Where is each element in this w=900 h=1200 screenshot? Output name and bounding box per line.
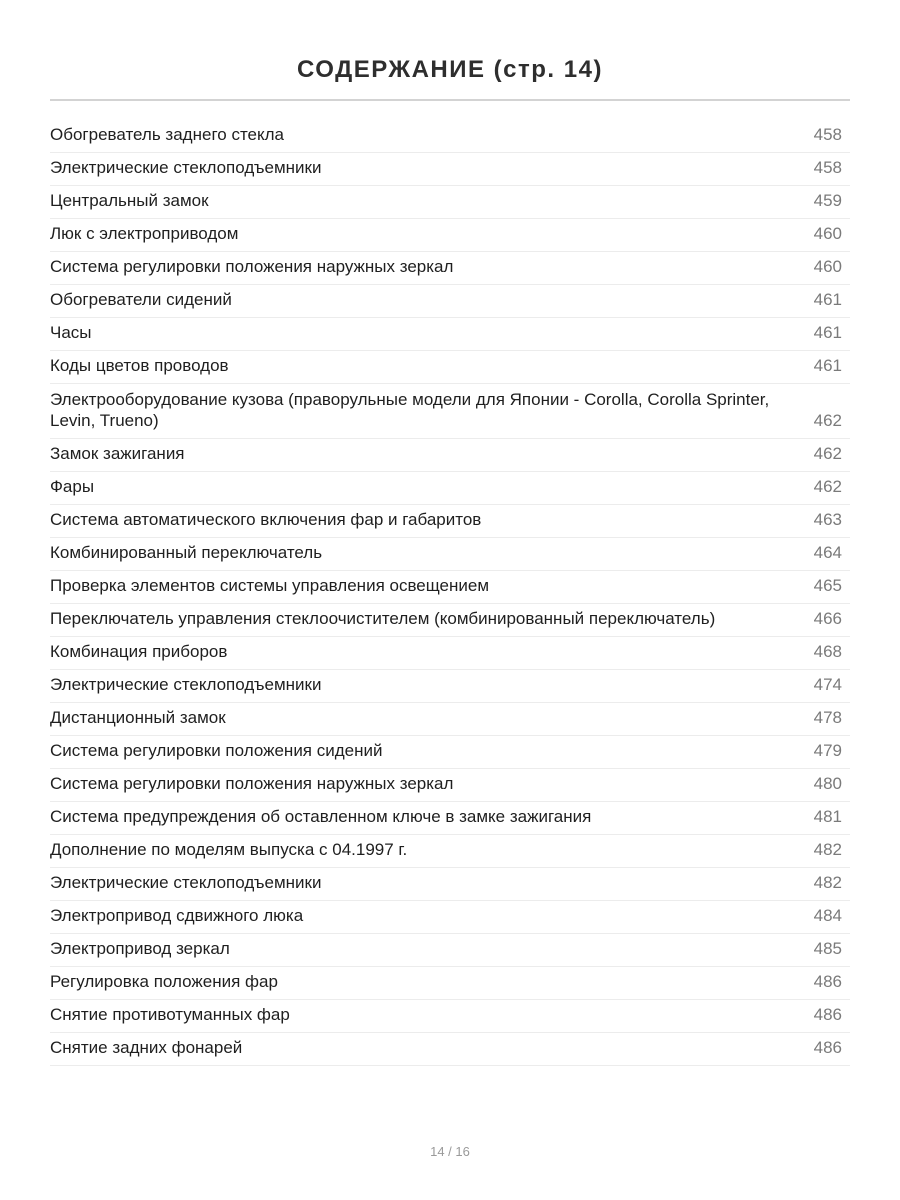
toc-page-number: 482 [813, 840, 842, 859]
toc-page-number: 486 [813, 1038, 842, 1057]
toc-entry-label: Люк с электроприводом [50, 224, 239, 243]
toc-entry-label: Электропривод зеркал [50, 939, 230, 958]
toc-page-number: 462 [813, 444, 842, 463]
toc-page-number: 486 [813, 1005, 842, 1024]
toc-page-number: 482 [813, 873, 842, 892]
toc-row[interactable] [50, 802, 850, 835]
toc-entry-label: Электрические стеклоподъемники [50, 873, 322, 892]
toc-row[interactable] [50, 571, 850, 604]
toc-page-number: 468 [813, 642, 842, 661]
toc-entry-label: Часы [50, 323, 92, 342]
toc-entry-label: Фары [50, 477, 95, 496]
toc-row[interactable] [50, 538, 850, 571]
toc-page-number: 484 [813, 906, 842, 925]
toc-entry-label: Обогреватель заднего стекла [50, 125, 284, 144]
toc-entry-label: Центральный замок [50, 191, 209, 210]
toc-page-number: 460 [813, 257, 842, 276]
toc-page-number: 462 [813, 411, 842, 430]
toc-page-number: 465 [813, 576, 842, 595]
toc-row[interactable] [50, 967, 850, 1000]
toc-page-number: 466 [813, 609, 842, 628]
toc-row[interactable] [50, 252, 850, 285]
toc-page-number: 464 [813, 543, 842, 562]
toc-row[interactable] [50, 934, 850, 967]
toc-entry-label: Дополнение по моделям выпуска с 04.1997 г. [50, 840, 408, 859]
toc-page-number: 485 [813, 939, 842, 958]
toc-entry-label: Замок зажигания [50, 444, 185, 463]
toc-page-number: 486 [813, 972, 842, 991]
toc-row[interactable] [50, 351, 850, 384]
toc-entry-label: Переключатель управления стеклоочистителем (комбинированный переключатель) [50, 609, 716, 628]
toc-entry-label: Снятие задних фонарей [50, 1038, 243, 1057]
toc-list [50, 120, 850, 1066]
toc-row[interactable] [50, 472, 850, 505]
toc-row[interactable] [50, 285, 850, 318]
toc-row[interactable] [50, 1033, 850, 1066]
toc-row[interactable] [50, 670, 850, 703]
page-indicator: 14 / 16 [430, 1144, 470, 1159]
toc-entry-label: Электрические стеклоподъемники [50, 675, 322, 694]
toc-row[interactable] [50, 901, 850, 934]
toc-entry-label: Система регулировки положения наружных зеркал [50, 257, 454, 276]
toc-page-number: 461 [813, 356, 842, 375]
toc-page-number: 480 [813, 774, 842, 793]
toc-entry-label: Электрические стеклоподъемники [50, 158, 322, 177]
title-divider [50, 99, 850, 101]
toc-page-number: 463 [813, 510, 842, 529]
toc-page-number: 462 [813, 477, 842, 496]
toc-entry-label: Дистанционный замок [50, 708, 226, 727]
toc-entry-label: Снятие противотуманных фар [50, 1005, 290, 1024]
toc-row[interactable] [50, 219, 850, 252]
toc-entry-label: Обогреватели сидений [50, 290, 232, 309]
toc-row[interactable] [50, 835, 850, 868]
toc-page-number: 478 [813, 708, 842, 727]
toc-entry-label: Комбинированный переключатель [50, 543, 323, 562]
toc-page-number: 458 [813, 125, 842, 144]
toc-page-number: 460 [813, 224, 842, 243]
toc-entry-label: Система регулировки положения сидений [50, 741, 383, 760]
toc-entry-label: Регулировка положения фар [50, 972, 278, 991]
toc-entry-label: Система автоматического включения фар и габаритов [50, 510, 482, 529]
toc-page-number: 479 [813, 741, 842, 760]
toc-row[interactable] [50, 769, 850, 802]
toc-row[interactable] [50, 120, 850, 153]
toc-page-number: 461 [813, 323, 842, 342]
toc-row[interactable] [50, 318, 850, 351]
toc-page-number: 459 [813, 191, 842, 210]
toc-page-number: 458 [813, 158, 842, 177]
toc-entry-label: Система регулировки положения наружных зеркал [50, 774, 454, 793]
toc-entry-label: Проверка элементов системы управления освещением [50, 576, 490, 595]
toc-row[interactable] [50, 505, 850, 538]
toc-page-number: 461 [813, 290, 842, 309]
toc-row[interactable] [50, 439, 850, 472]
toc-row[interactable] [50, 186, 850, 219]
toc-entry-label: Система предупреждения об оставленном ключе в замке зажигания [50, 807, 592, 826]
toc-row[interactable] [50, 604, 850, 637]
toc-row[interactable] [50, 384, 850, 439]
page-title: СОДЕРЖАНИЕ (стр. 14) [297, 56, 603, 84]
toc-page-number: 481 [813, 807, 842, 826]
toc-row[interactable] [50, 637, 850, 670]
toc-page-number: 474 [813, 675, 842, 694]
toc-entry-label: Коды цветов проводов [50, 356, 229, 375]
toc-row[interactable] [50, 153, 850, 186]
toc-entry-label: Электрооборудование кузова (праворульные модели для Японии - Corolla, Corolla Sprinter, Levin, Trueno) [50, 390, 770, 430]
toc-row[interactable] [50, 868, 850, 901]
toc-row[interactable] [50, 736, 850, 769]
toc-entry-label: Электропривод сдвижного люка [50, 906, 304, 925]
toc-row[interactable] [50, 1000, 850, 1033]
toc-row[interactable] [50, 703, 850, 736]
toc-entry-label: Комбинация приборов [50, 642, 228, 661]
